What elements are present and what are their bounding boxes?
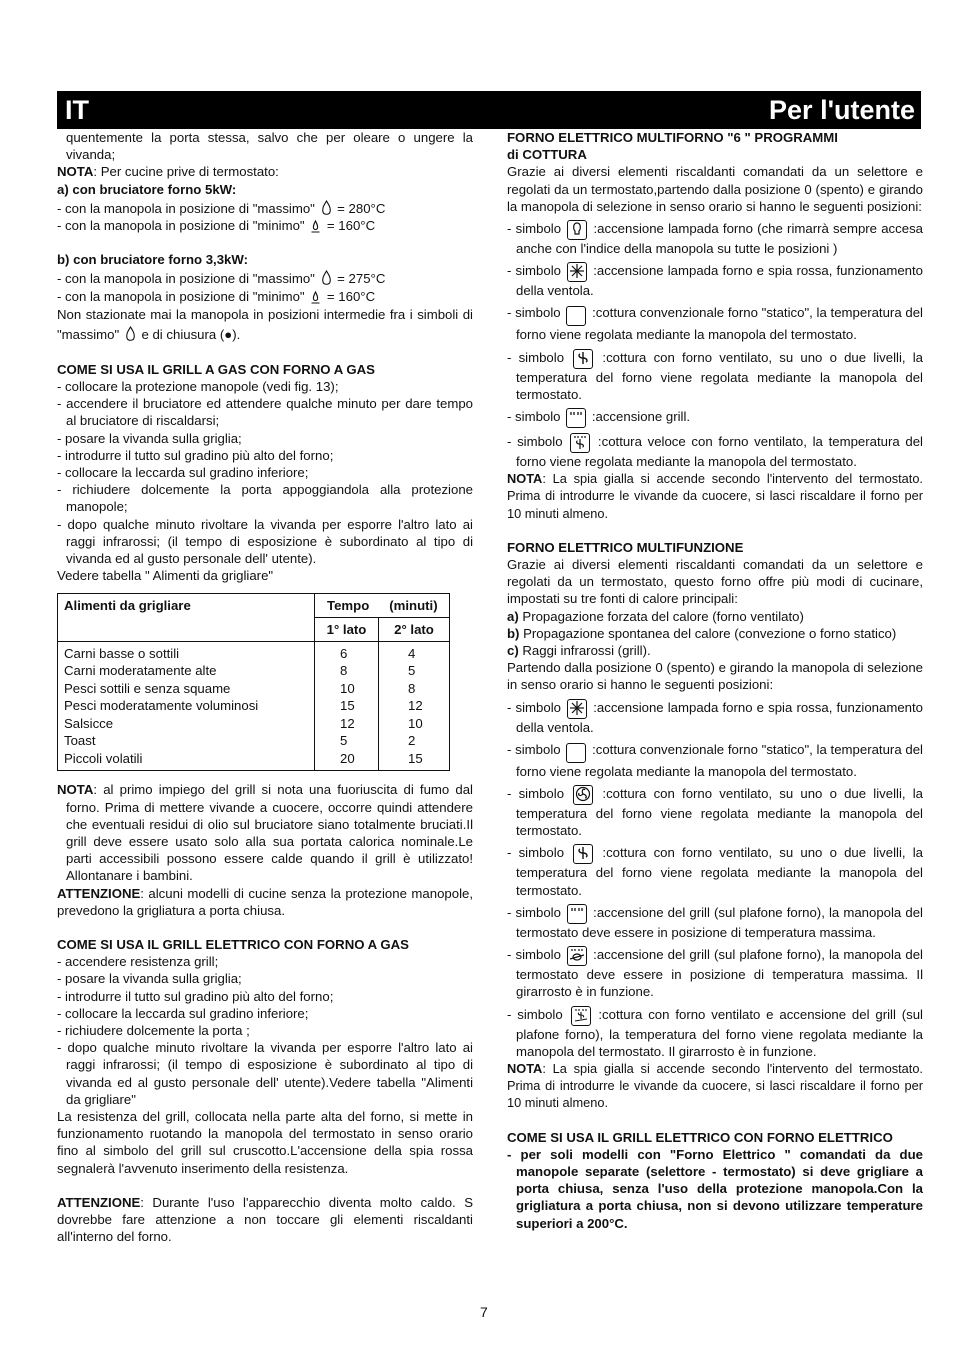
symbol-item: [507, 785, 923, 839]
list-item: - introdurre il tutto sul gradino più alto del forno;: [57, 988, 334, 1004]
symbol-prefix: - simbolo: [507, 699, 566, 715]
language-label: IT: [65, 95, 89, 125]
gas-grill-steps: [57, 378, 473, 567]
attention-paragraph: ATTENZIONE: alcuni modelli di cucine senza la protezione manopole, prevedono la grigliatura a porta chiusa.: [57, 885, 473, 918]
symbol-item: [507, 408, 923, 428]
nota-paragraph: NOTA: La spia gialla si accende secondo l'intervento del termostato. Prima di introdurre le vivande da cuocere, si lasci riscaldare il forno per 10 minuti almeno.: [507, 1060, 923, 1111]
multiforno-symbol-list: [507, 220, 923, 470]
list-item: - introdurre il tutto sul gradino più alto del forno;: [57, 447, 334, 463]
symbol-item: [507, 699, 923, 736]
section-heading-multifunzione: FORNO ELETTRICO MULTIFUNZIONE: [507, 539, 744, 555]
symbol-prefix: - simbolo: [507, 786, 572, 802]
setting-line: - con la manopola in posizione di "minimo" = 160°C: [57, 288, 376, 304]
table-header-time: Tempo (minuti): [315, 594, 450, 617]
symbol-item: [507, 904, 923, 941]
symbol-description: :cottura con forno ventilato, su uno o due livelli, la temperatura del forno viene regolata mediante la manopola del termostato.: [516, 845, 923, 898]
warning-text: Non stazionate mai la manopola in posizioni intermedie fra i simboli di "massimo" e di chiusura (●).: [57, 306, 473, 342]
table-cell-side1: 12: [340, 715, 355, 731]
table-cell-food: Toast: [64, 733, 96, 749]
symbol-description: :cottura convenzionale forno "statico", la temperatura del forno viene regolata mediante la manopola del termostato.: [516, 741, 923, 779]
table-cell-food: Pesci sottili e senza squame: [64, 680, 231, 696]
symbol-prefix: - simbolo: [507, 409, 565, 425]
section-heading-multiforno: FORNO ELETTRICO MULTIFORNO "6 " PROGRAMMI: [507, 130, 838, 145]
flame-max-icon: [321, 270, 332, 287]
page-title: Per l'utente: [769, 95, 915, 125]
circular-fan-icon: [573, 785, 593, 805]
nota-paragraph: NOTA: La spia gialla si accende secondo l'intervento del termostato. Prima di introdurre le vivande da cuocere, si lasci riscaldare il forno per 10 minuti almeno.: [507, 471, 923, 521]
nota-paragraph: NOTA: Per cucine prive di termostato:: [57, 164, 279, 180]
symbol-prefix: - simbolo: [507, 305, 565, 321]
symbol-description: :cottura con forno ventilato e accensione del grill (sul plafone forno), la temperatura del forno viene regolata mediante la manopola del termostato. Il girarrosto è in funzione.: [516, 1006, 923, 1059]
list-item: - collocare la leccarda sul gradino inferiore;: [57, 465, 309, 481]
symbol-description: :accensione del grill (sul plafone forno), la manopola del termostato deve essere in posizione di temperatura massima.: [516, 904, 923, 940]
static-icon: [566, 743, 586, 763]
list-item: - collocare la protezione manopole (vedi fig. 13);: [57, 379, 339, 395]
table-cell-side2: 12: [408, 698, 423, 714]
symbol-item: [507, 304, 923, 343]
list-item: - dopo qualche minuto rivoltare la vivanda per esporre l'altro lato ai raggi infrarossi; (il tempo di esposizione è subordinato al tipo di vivanda ed al gusto personale dell' utente).: [57, 516, 473, 567]
list-item: - richiudere dolcemente la porta ;: [57, 1023, 250, 1039]
symbol-prefix: - simbolo: [507, 434, 569, 450]
symbol-prefix: - simbolo: [507, 221, 566, 237]
fan-icon: [573, 844, 593, 864]
electric-grill-steps: [57, 953, 473, 1108]
list-item: - posare la vivanda sulla griglia;: [57, 971, 242, 987]
list-item: - posare la vivanda sulla griglia;: [57, 430, 242, 446]
section-heading-gas-grill: COME SI USA IL GRILL A GAS CON FORNO A GAS: [57, 361, 375, 377]
list-item: - richiudere dolcemente la porta appoggiandola alla protezione manopole;: [57, 482, 473, 515]
section-heading-multiforno-2: di COTTURA: [507, 147, 587, 163]
flame-min-icon: [310, 288, 321, 305]
symbol-item: [507, 946, 923, 1000]
symbol-prefix: - simbolo: [507, 845, 572, 861]
symbol-description: :accensione lampada forno e spia rossa, funzionamento della ventola.: [516, 699, 923, 735]
heat-source-b: b) Propagazione spontanea del calore (convezione o forno statico): [507, 625, 897, 641]
symbol-prefix: - simbolo: [507, 741, 565, 757]
table-cell-side2: 10: [408, 715, 423, 731]
table-cell-side2: 15: [408, 750, 423, 766]
resistance-text: La resistenza del grill, collocata nella parte alta del forno, si mette in funzionamento ruotando la manopola del termostato in senso orario fino al simbolo del grill sul cruscotto.L'accensione della spia rossa segnalerà l'avvenuto inserimento della resistenza.: [57, 1109, 473, 1176]
setting-line: - con la manopola in posizione di "minimo" = 160°C: [57, 218, 376, 234]
lamp-icon: [567, 220, 587, 240]
table-cell-side1: 8: [340, 663, 348, 679]
table-header-side2: 2° lato: [379, 617, 450, 641]
subheading-5kw: a) con bruciatore forno 5kW:: [57, 181, 237, 197]
symbol-prefix: - simbolo: [507, 947, 566, 963]
table-cell-side1: 10: [340, 680, 355, 696]
grill-table: [57, 593, 450, 771]
rotisserie-icon: [567, 946, 587, 966]
symbol-item: [507, 262, 923, 299]
list-item: - accendere il bruciatore ed attendere qualche minuto per dare tempo al bruciatore di riscaldarsi;: [57, 396, 473, 429]
see-table-text: Vedere tabella " Alimenti da grigliare": [57, 568, 274, 584]
subheading-3kw: b) con bruciatore forno 3,3kW:: [57, 252, 248, 268]
symbol-prefix: - simbolo: [507, 263, 566, 279]
table-cell-food: Salsicce: [64, 715, 114, 731]
multifunzione-intro: Grazie ai diversi elementi riscaldanti comandati da un selettore e regolati da un termostato, questo forno offre più modi di cucinare, impostati su tre fonti di calore principali:: [507, 557, 923, 607]
symbol-item: [507, 1006, 923, 1060]
table-side2-column: [379, 641, 450, 771]
grill-fan-icon: [570, 433, 590, 453]
symbol-item: [507, 433, 923, 470]
symbol-description: :cottura veloce con forno ventilato, la temperatura del forno viene regolata mediante la manopola del termostato.: [516, 434, 923, 470]
heat-source-a: a) Propagazione forzata del calore (forno ventilato): [507, 608, 804, 624]
grill-icon: [566, 408, 586, 428]
fan-icon: [573, 349, 593, 369]
intro-text: quentemente la porta stessa, salvo che per oleare o ungere la vivanda;: [66, 130, 473, 163]
section-heading-electric-oven-grill: COME SI USA IL GRILL ELETTRICO CON FORNO ELETTRICO: [507, 1129, 893, 1145]
snowflake-icon: [567, 699, 587, 719]
setting-line: - con la manopola in posizione di "massimo" = 280°C: [57, 200, 386, 216]
right-column: [507, 129, 923, 1232]
symbol-description: :accensione del grill (sul plafone forno), la manopola del termostato deve essere in posizione di temperatura massima. Il girarrosto è in funzione.: [516, 947, 923, 1000]
symbol-description: :cottura con forno ventilato, su uno o due livelli, la temperatura del forno viene regolata mediante la manopola del termostato.: [516, 786, 923, 839]
table-cell-food: Carni basse o sottili: [64, 645, 180, 661]
table-cell-side2: 5: [408, 663, 416, 679]
table-header-side1: 1° lato: [315, 617, 379, 641]
symbol-description: :accensione lampada forno e spia rossa, funzionamento della ventola.: [516, 263, 923, 299]
symbol-description: :accensione grill.: [588, 409, 691, 425]
nota-smoke: NOTA: al primo impiego del grill si nota una fuoriuscita di fumo dal forno. Prima di mettere vivande a cuocere, occorre quindi attendere che eventuali residui di olio sul bruciatore siano totalmente bruciati.Il grill deve essere usato solo alla sua portata calorica nominale.Le parti accessibili possono essere calde quando il grill è utilizzato! Allontanare i bambini.: [57, 782, 473, 884]
list-item: - accendere resistenza grill;: [57, 954, 219, 970]
symbol-prefix: - simbolo: [507, 904, 566, 920]
section-heading-electric-grill: COME SI USA IL GRILL ELETTRICO CON FORNO A GAS: [57, 937, 409, 952]
symbol-description: :cottura con forno ventilato, su uno o due livelli, la temperatura del forno viene regolata mediante la manopola del termostato.: [516, 349, 923, 402]
static-icon: [566, 306, 586, 326]
symbol-item: [507, 741, 923, 780]
table-header-food: Alimenti da grigliare: [58, 594, 315, 641]
electric-oven-grill-text: - per soli modelli con "Forno Elettrico " comandati da due manopole separate (selettore - termostato) si deve grigliare a porta chiusa, senza l'uso della protezione manopola.Con la grigliatura a porta chiusa, non si devono utilizzare temperature superiori a 200°C.: [507, 1146, 923, 1231]
left-column: [57, 129, 473, 1245]
table-side1-column: [315, 641, 379, 771]
table-cell-side1: 20: [340, 750, 355, 766]
table-cell-side1: 15: [340, 698, 355, 714]
symbol-description: :accensione lampada forno (che rimarrà sempre accesa anche con l'indice della manopola su tutte le posizioni ): [516, 221, 924, 257]
table-foods-column: [58, 641, 315, 771]
symbol-item: [507, 844, 923, 898]
flame-min-icon: [310, 217, 321, 234]
attention-paragraph: ATTENZIONE: Durante l'uso l'apparecchio diventa molto caldo. S dovrebbe fare attenzione a non toccare gli elementi riscaldanti all'interno del forno.: [57, 1194, 473, 1245]
table-cell-side2: 2: [408, 733, 416, 749]
page-number: 7: [480, 1304, 488, 1320]
table-cell-food: Piccoli volatili: [64, 750, 143, 766]
multiforno-intro: Grazie ai diversi elementi riscaldanti comandati da un selettore e regolati da un termostato,partendo dalla posizione 0 (spento) e girando la manopola di selezione in senso orario si hanno le seguenti posizioni:: [507, 164, 923, 214]
symbol-prefix: - simbolo: [507, 1006, 569, 1022]
symbol-prefix: - simbolo: [507, 349, 572, 365]
list-item: - dopo qualche minuto rivoltare la vivanda per esporre l'altro lato ai raggi infrarossi; (il tempo di esposizione è subordinato al tipo di vivanda ed al gusto personale dell' utente).Vedere tabella "Alimenti da grigliare": [57, 1040, 473, 1107]
heat-source-c: c) Raggi infrarossi (grill).: [507, 643, 651, 659]
symbol-description: :cottura convenzionale forno "statico", la temperatura del forno viene regolata mediante la manopola del termostato.: [516, 305, 923, 343]
multifunzione-symbol-list: [507, 699, 923, 1060]
table-cell-side1: 6: [340, 645, 348, 661]
page-header: [57, 91, 921, 129]
grill-fan-rotisserie-icon: [571, 1006, 591, 1026]
table-cell-side2: 4: [408, 645, 416, 661]
list-item: - collocare la leccarda sul gradino inferiore;: [57, 1005, 309, 1021]
flame-max-icon: [321, 200, 332, 217]
table-cell-food: Carni moderatamente alte: [64, 663, 217, 679]
flame-max-icon: [125, 326, 136, 343]
table-cell-food: Pesci moderatamente voluminosi: [64, 698, 259, 714]
symbol-item: [507, 220, 923, 257]
snowflake-icon: [567, 262, 587, 282]
multifunzione-positions: Partendo dalla posizione 0 (spento) e girando la manopola di selezione in senso orario si hanno le seguenti posizioni:: [507, 660, 923, 693]
setting-line: - con la manopola in posizione di "massimo" = 275°C: [57, 271, 386, 287]
symbol-item: [507, 349, 923, 403]
table-cell-side2: 8: [408, 680, 416, 696]
table-cell-side1: 5: [340, 733, 348, 749]
grill-icon: [567, 904, 587, 924]
